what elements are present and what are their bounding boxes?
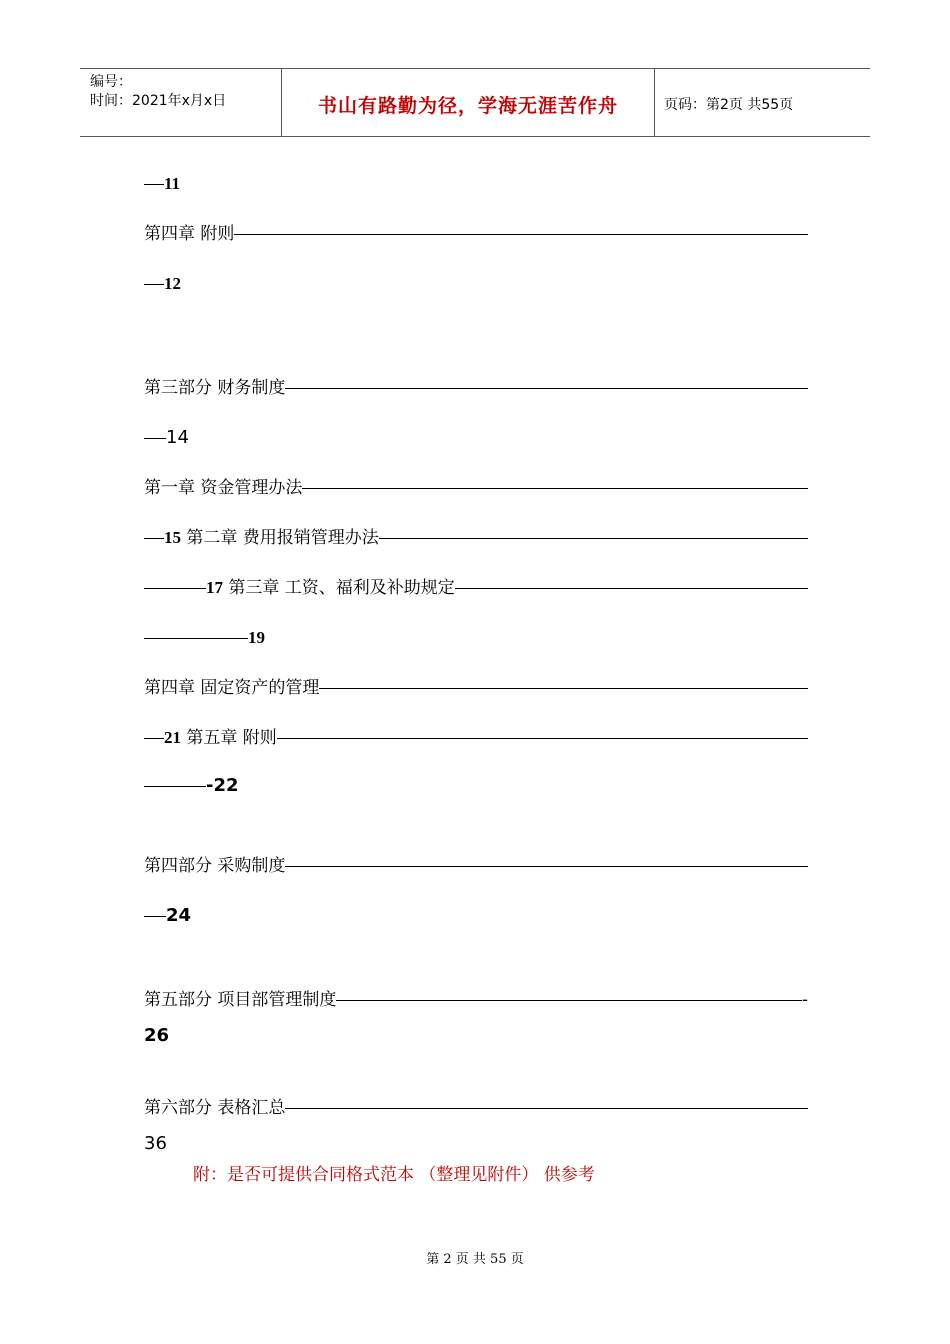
toc-line: [144, 1024, 808, 1048]
page-number: 26: [144, 1025, 170, 1046]
toc-line: [144, 726, 808, 750]
page-number: 24: [166, 905, 192, 926]
serial-label: 编号：: [90, 74, 132, 90]
red-note: 附：是否可提供合同格式范本 （整理见附件） 供参考: [193, 1165, 595, 1185]
toc-entry: 第一章 资金管理办法: [144, 478, 303, 498]
toc-line: [144, 376, 808, 400]
page-number: 15: [164, 528, 181, 547]
toc-entry: 第六部分 表格汇总: [144, 1098, 286, 1118]
header-meta-cell: [80, 69, 280, 136]
toc-line: [144, 576, 808, 600]
toc-line: [144, 476, 808, 500]
toc-line: [144, 626, 808, 650]
toc-line: [144, 1132, 808, 1156]
page-number: 12: [164, 274, 181, 293]
page-label: 页码：第2页 共55页: [664, 97, 794, 113]
toc-line: [144, 988, 808, 1012]
toc-entry: 第四章 固定资产的管理: [144, 678, 320, 698]
toc-line: [144, 676, 808, 700]
toc-line: [144, 426, 808, 450]
toc-line: [144, 172, 808, 196]
page-number: 17: [206, 578, 223, 597]
toc-line: [144, 774, 808, 798]
toc-line: [144, 854, 808, 878]
toc-entry: 第五部分 项目部管理制度: [144, 990, 337, 1010]
toc-tail: -: [801, 990, 808, 1010]
page-number: -22: [206, 775, 239, 796]
toc-entry: 第三章 工资、福利及补助规定: [228, 578, 455, 598]
page-number: 14: [166, 427, 189, 448]
toc-entry: 第五章 附则: [186, 728, 277, 748]
page-number: 36: [144, 1133, 167, 1154]
toc-line: [144, 272, 808, 296]
header-page-cell: [654, 69, 870, 136]
toc-entry: 第四部分 采购制度: [144, 856, 286, 876]
page-footer: 第 2 页 共 55 页: [426, 1252, 524, 1267]
page-number: 11: [164, 174, 181, 193]
toc-entry: 第三部分 财务制度: [144, 378, 286, 398]
toc-line: [144, 222, 808, 246]
toc-line: [144, 1096, 808, 1120]
date-label: 时间：2021年x月x日: [90, 93, 227, 109]
toc-line: [144, 904, 808, 928]
toc-entry: 第四章 附则: [144, 224, 235, 244]
motto: 书山有路勤为径，学海无涯苦作舟: [317, 95, 618, 117]
page-number: 19: [248, 628, 265, 647]
page-number: 21: [164, 728, 181, 747]
toc-line: [144, 526, 808, 550]
page-header: [80, 68, 870, 137]
toc-entry: 第二章 费用报销管理办法: [186, 528, 379, 548]
header-motto-cell: [281, 69, 655, 136]
